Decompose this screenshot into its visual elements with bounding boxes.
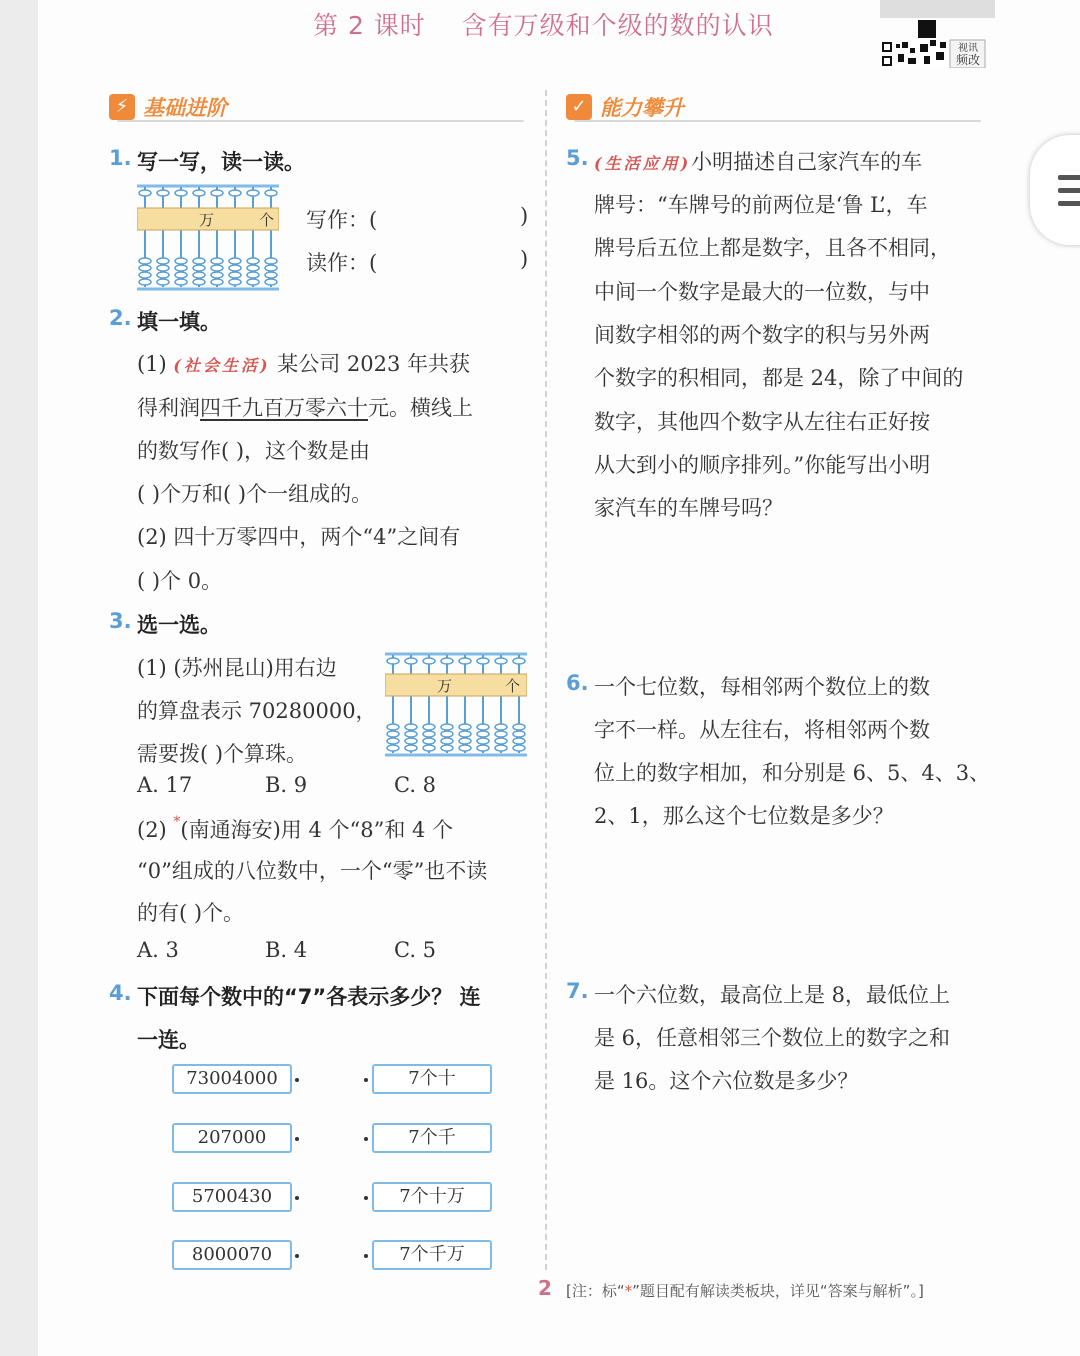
q6-line: 位上的数字相加，和分别是 6、5、4、3、 <box>594 761 991 785</box>
abacus-bead <box>229 265 241 271</box>
abacus-bead <box>247 190 259 196</box>
abacus-bead <box>175 272 187 278</box>
abacus-bead <box>247 272 259 278</box>
option-a[interactable]: A. 3 <box>137 938 179 962</box>
abacus-bead <box>441 731 453 737</box>
q2-part2-line2: ( )个 0。 <box>137 569 223 593</box>
option-c[interactable]: C. 8 <box>394 773 437 797</box>
close-paren: ) <box>520 247 529 271</box>
context-tag: (社会生活) <box>173 356 271 375</box>
read-label: 读作：( <box>306 251 378 275</box>
q3-part1-line3: 需要拨( )个算珠。 <box>137 742 308 766</box>
abacus-bead <box>229 279 241 285</box>
abacus-bead <box>459 658 471 664</box>
abacus-bead <box>459 745 471 751</box>
abacus-diagram <box>385 652 527 758</box>
abacus-bead <box>193 258 205 264</box>
abacus-bead <box>193 265 205 271</box>
abacus-bead <box>265 272 277 278</box>
abacus-bead <box>405 738 417 744</box>
abacus-bead <box>247 258 259 264</box>
abacus-bead <box>387 745 399 751</box>
abacus-wan-label: 万 <box>199 211 215 229</box>
abacus-bead <box>423 731 435 737</box>
star-icon: * <box>173 814 181 830</box>
question-number: 2. <box>109 306 132 330</box>
column-divider <box>545 90 547 1270</box>
abacus-bead <box>175 265 187 271</box>
q5-line: 牌号后五位上都是数字，且各不相同， <box>594 236 951 260</box>
abacus-bead <box>441 724 453 730</box>
abacus-wan-label: 万 <box>437 677 453 695</box>
abacus-bead <box>423 724 435 730</box>
number-box[interactable]: 73004000 <box>172 1064 292 1094</box>
question-number: 3. <box>109 609 132 633</box>
abacus-bead <box>175 279 187 285</box>
section-underline <box>117 120 524 122</box>
q7-line: 是 16。这个六位数是多少？ <box>594 1069 859 1093</box>
abacus-bead <box>477 738 489 744</box>
abacus-bead <box>229 190 241 196</box>
q5-line1: (生活应用)小明描述自己家汽车的车 <box>594 150 923 174</box>
question-number: 1. <box>109 146 132 170</box>
abacus-bead <box>387 658 399 664</box>
connect-dot[interactable] <box>364 1078 368 1082</box>
question-number: 5. <box>566 146 589 170</box>
abacus-bead <box>405 731 417 737</box>
abacus-bead <box>423 745 435 751</box>
abacus-bead <box>157 279 169 285</box>
connect-dot[interactable] <box>295 1137 299 1141</box>
question-prompt: 写一写，读一读。 <box>137 150 305 174</box>
lightning-icon: ⚡ <box>109 94 135 120</box>
number-box[interactable]: 207000 <box>172 1123 292 1153</box>
page-number: 2 <box>538 1276 552 1300</box>
close-paren: ) <box>520 204 529 228</box>
abacus-bead <box>513 738 525 744</box>
abacus-bead <box>477 724 489 730</box>
abacus-bead <box>405 745 417 751</box>
abacus-bead <box>387 731 399 737</box>
abacus-bead <box>513 658 525 664</box>
abacus-bead <box>193 190 205 196</box>
q5-line: 中间一个数字是最大的一位数，与中 <box>594 280 930 304</box>
abacus-bead <box>139 190 151 196</box>
abacus-bead <box>211 272 223 278</box>
abacus-bead <box>157 265 169 271</box>
abacus-bead <box>211 265 223 271</box>
connect-dot[interactable] <box>364 1196 368 1200</box>
abacus-bead <box>441 738 453 744</box>
abacus-bead <box>157 272 169 278</box>
question-number: 4. <box>109 981 132 1005</box>
q2-part2-line1: (2) 四十万零四中，两个“4”之间有 <box>137 525 461 549</box>
number-box[interactable]: 8000070 <box>172 1240 292 1270</box>
abacus-bead <box>513 745 525 751</box>
abacus-bead <box>423 658 435 664</box>
value-box[interactable]: 7个千万 <box>372 1240 492 1270</box>
abacus-bead <box>495 724 507 730</box>
q3-part2-line1: (2) *(南通海安)用 4 个“8”和 4 个 <box>137 814 454 842</box>
abacus-bead <box>477 658 489 664</box>
connect-dot[interactable] <box>295 1254 299 1258</box>
connect-dot[interactable] <box>295 1078 299 1082</box>
abacus-bead <box>139 258 151 264</box>
question-prompt: 填一填。 <box>137 310 221 334</box>
abacus-bead <box>139 279 151 285</box>
lesson-title: 第 2 课时 含有万级和个级的数的认识 <box>313 11 774 40</box>
section-title: 基础进阶 <box>143 96 227 120</box>
abacus-bead <box>459 724 471 730</box>
abacus-bead <box>247 279 259 285</box>
q6-line: 字不一样。从左往右，将相邻两个数 <box>594 718 930 742</box>
abacus-bead <box>477 745 489 751</box>
menu-button[interactable] <box>1030 135 1080 245</box>
question-number: 7. <box>566 979 589 1003</box>
q5-line: 数字，其他四个数字从左往右正好按 <box>594 410 930 434</box>
q5-line: 个数字的积相同，都是 24，除了中间的 <box>594 366 964 390</box>
abacus-bead <box>265 258 277 264</box>
abacus-bead <box>211 190 223 196</box>
abacus-ge-label: 个 <box>259 211 275 229</box>
q3-part2-line3: 的有( )个。 <box>137 901 245 925</box>
question-prompt: 下面每个数中的“7”各表示多少？ 连 <box>137 985 481 1009</box>
q5-line: 牌号：“车牌号的前两位是‘鲁 L’，车 <box>594 193 928 217</box>
section-title: 能力攀升 <box>600 96 684 120</box>
abacus-bead <box>265 279 277 285</box>
abacus-bead <box>175 258 187 264</box>
abacus-bead <box>495 745 507 751</box>
abacus-bead <box>193 272 205 278</box>
section-header-advanced <box>566 90 981 124</box>
option-b[interactable]: B. 4 <box>265 938 308 962</box>
q5-line: 从大到小的顺序排列。”你能写出小明 <box>594 453 931 477</box>
question-prompt: 选一选。 <box>137 613 221 637</box>
abacus-bead <box>423 738 435 744</box>
abacus-bead <box>477 731 489 737</box>
option-b[interactable]: B. 9 <box>265 773 308 797</box>
q6-line: 一个七位数，每相邻两个数位上的数 <box>594 675 930 699</box>
abacus-diagram <box>137 184 279 292</box>
abacus-bead <box>495 731 507 737</box>
q2-part1-line3: 的数写作( )，这个数是由 <box>137 439 371 463</box>
abacus-bead <box>459 731 471 737</box>
q3-part1-line1: (1) (苏州昆山)用右边 <box>137 656 337 680</box>
question-prompt: 一连。 <box>137 1028 200 1052</box>
q7-line: 是 6，任意相邻三个数位上的数字之和 <box>594 1026 951 1050</box>
abacus-bead <box>157 258 169 264</box>
footnote: [注：标“*”题目配有解读类板块，详见“答案与解析”。] <box>566 1282 924 1300</box>
question-number: 6. <box>566 671 589 695</box>
abacus-bead <box>139 272 151 278</box>
q5-line: 家汽车的车牌号吗？ <box>594 496 783 520</box>
abacus-bead <box>513 724 525 730</box>
abacus-bead <box>247 265 259 271</box>
check-icon: ✓ <box>566 94 592 120</box>
qr-label-1: 视讯 <box>958 43 978 54</box>
option-c[interactable]: C. 5 <box>394 938 437 962</box>
connect-dot[interactable] <box>364 1254 368 1258</box>
q5-line: 间数字相邻的两个数字的积与另外两 <box>594 323 930 347</box>
abacus-bead <box>175 190 187 196</box>
abacus-bead <box>157 190 169 196</box>
abacus-bead <box>229 272 241 278</box>
q2-part1-line4: ( )个万和( )个一组成的。 <box>137 482 373 506</box>
option-a[interactable]: A. 17 <box>137 773 193 797</box>
abacus-bead <box>229 258 241 264</box>
value-box[interactable]: 7个十 <box>372 1064 492 1094</box>
abacus-bead <box>211 258 223 264</box>
abacus-bead <box>265 190 277 196</box>
connect-dot[interactable] <box>295 1196 299 1200</box>
section-underline <box>574 120 981 122</box>
abacus-bead <box>441 745 453 751</box>
qr-code[interactable] <box>880 0 995 68</box>
qr-label-2: 频改 <box>955 53 981 67</box>
value-box[interactable]: 7个十万 <box>372 1182 492 1212</box>
menu-icon <box>1058 175 1080 180</box>
abacus-bead <box>211 279 223 285</box>
abacus-bead <box>495 658 507 664</box>
q2-part1-line2: 得利润四千九百万零六十元。横线上 <box>137 396 473 420</box>
context-tag: (生活应用) <box>594 154 692 173</box>
write-label: 写作：( <box>306 208 378 232</box>
star-icon: * <box>624 1282 633 1300</box>
abacus-bead <box>459 738 471 744</box>
abacus-bead <box>405 724 417 730</box>
abacus-bead <box>441 658 453 664</box>
abacus-bead <box>387 724 399 730</box>
abacus-bead <box>513 731 525 737</box>
abacus-bead <box>387 738 399 744</box>
q2-part1-line1: (1) (社会生活) 某公司 2023 年共获 <box>137 352 471 376</box>
connect-dot[interactable] <box>364 1137 368 1141</box>
abacus-bead <box>193 279 205 285</box>
abacus-bead <box>495 738 507 744</box>
abacus-bead <box>405 658 417 664</box>
number-box[interactable]: 5700430 <box>172 1182 292 1212</box>
q3-part1-line2: 的算盘表示 70280000， <box>137 699 377 723</box>
section-header-basic <box>109 90 524 124</box>
abacus-ge-label: 个 <box>505 677 521 695</box>
abacus-bead <box>139 265 151 271</box>
q3-part2-line2: “0”组成的八位数中，一个“零”也不读 <box>137 859 488 883</box>
underlined-number: 四千九百万零六十 <box>200 396 368 420</box>
q6-line: 2、1，那么这个七位数是多少？ <box>594 804 894 828</box>
value-box[interactable]: 7个千 <box>372 1123 492 1153</box>
abacus-bead <box>265 265 277 271</box>
q7-line: 一个六位数，最高位上是 8，最低位上 <box>594 983 951 1007</box>
